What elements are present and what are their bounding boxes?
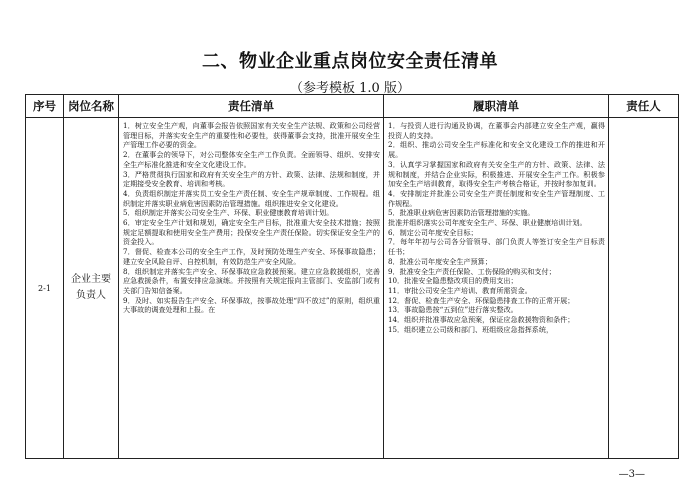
performance-list	[384, 118, 608, 334]
post-name-line2: 负责人	[76, 290, 106, 301]
header-seq: 序号	[26, 95, 64, 118]
performance-item: 批准并组织落实公司年度安全生产、环保、职业健康培训计划。	[388, 218, 587, 228]
performance-item: 7．每年年初与公司各分管领导、部门负责人等签订安全生产目标责任书；	[388, 237, 605, 257]
duty-item: 6．审定安全生产计划和规划，确定安全生产目标，批准重大安全技术措施；按照规定足额提取和使用安全生产费用；投保安全生产责任保险。切实保证安全生产的资金投入。	[123, 218, 380, 247]
table-row	[26, 118, 679, 459]
document-title: 二、物业企业重点岗位安全责任清单	[202, 51, 498, 72]
performance-item: 6．制定公司年度安全目标；	[388, 227, 478, 237]
header-duties: 责任清单	[119, 95, 384, 118]
document-subtitle: （参考模板 1.0 版）	[290, 81, 410, 96]
row-seq: 2-1	[26, 118, 64, 459]
performance-item: 11．审批公司安全生产培训、教育所需资金。	[388, 285, 532, 295]
performance-item: 1．与投资人进行沟通及协调，在董事会内部建立安全生产观，赢得投资人的支持。	[388, 121, 605, 140]
duty-item: 2．在董事会的领导下，对公司整体安全生产工作负责。全面领导、组织、安排安全生产标准化推进和安全文化建设工作。	[123, 150, 380, 169]
performance-item: 9．批准安全生产责任保险、工伤保险的购买和支付；	[388, 266, 556, 276]
performance-item: 3．认真学习掌握国家和政府有关安全生产的方针、政策、法律、法规和制度，并结合企业实际，积极推进、开展安全生产工作。积极参加安全生产培训教育，取得安全生产考核合格证，并按时参加复训。	[388, 159, 605, 189]
page-number: —3—	[618, 469, 645, 480]
row-performance	[384, 118, 609, 459]
row-owner[interactable]	[609, 118, 679, 459]
row-duties	[119, 118, 384, 459]
performance-item: 4．安排制定并批准公司安全生产责任制度和安全生产管理制度、工作规程。	[388, 188, 605, 208]
duty-item: 4．负责组织制定并落实员工安全生产责任制、安全生产规章制度、工作规程。组织制定并落实职业病危害因素防治管理措施。组织推进安全文化建设。	[123, 188, 380, 208]
post-name-line1: 企业主要	[71, 274, 111, 285]
performance-item: 13．事故隐患按“五到位”进行落实整改。	[388, 305, 518, 315]
duty-item: 5．组织制定并落实公司安全生产、环保、职业健康教育培训计划。	[123, 208, 334, 218]
duty-item: 3．严格贯彻执行国家和政府有关安全生产的方针、政策、法律、法规和制度，并定期接受安全教育、培训和考核。	[123, 169, 380, 189]
duty-item: 8．组织制定并落实生产安全、环保事故应急救援预案。建立应急救援组织，完善应急救援条件，布置安排应急演练。并按照有关规定报向主管部门、安监部门或有关部门告知信备案。	[123, 266, 380, 295]
duties-list	[119, 118, 383, 315]
header-owner: 责任人	[609, 95, 679, 118]
duty-item: 1．树立安全生产观，向董事会报告依照国家有关安全生产法规、政策和公司经营管理目标，并落实安全生产的重要性和必要性，获得董事会支持，批准开展安全生产管理工作必要的资金。	[123, 121, 380, 150]
performance-item: 8．批准公司年度安全生产预算；	[388, 256, 492, 266]
performance-item: 15．组织建立公司级和部门、班组级应急指挥系统，	[388, 324, 554, 334]
responsibility-table	[25, 94, 679, 459]
performance-item: 12．督促、检查生产安全、环保隐患排查工作的正常开展；	[388, 295, 575, 305]
row-post	[64, 118, 119, 459]
performance-item: 10．批准安全隐患整改项目的费用支出；	[388, 276, 518, 286]
duty-item: 7．督促、检查本公司的安全生产工作，及时预防处理生产安全、环保事故隐患；建立安全风险自评、自控机制，有效防范生产安全风险。	[123, 247, 380, 266]
table-header-row	[26, 95, 679, 118]
header-post: 岗位名称	[64, 95, 119, 118]
performance-item: 5．批准职业病危害因素防治管理措施的实施。	[388, 208, 535, 218]
performance-item: 14．组织并批准事故应急预案，保证应急救援物资和条件；	[388, 315, 575, 325]
performance-item: 2．组织、推动公司安全生产标准化和安全文化建设工作的推进和开展。	[388, 140, 605, 160]
duty-item: 9．及时、如实报告生产安全、环保事故，按事故处理“四不放过”的原则，组织重大事故的调查处理和上报。在	[123, 295, 380, 315]
header-performance: 履职清单	[384, 95, 609, 118]
